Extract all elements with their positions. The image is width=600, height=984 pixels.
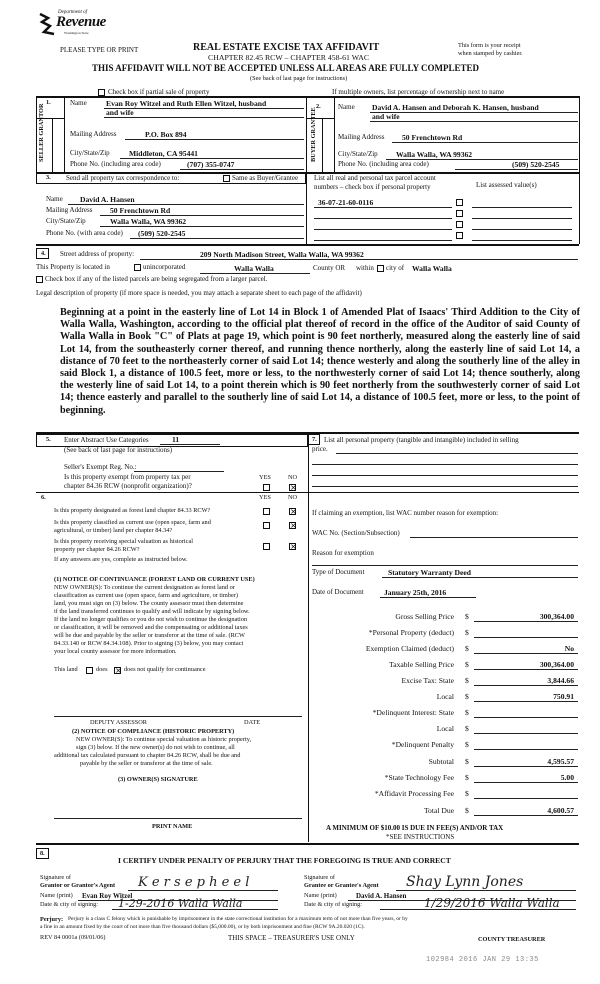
perjury-label: Perjury: (40, 916, 64, 923)
notice-2-line-4: payable by the seller or transferor at the time of sale. (80, 760, 213, 767)
current-use-no-checkbox[interactable]: × (290, 521, 297, 530)
total-due-value[interactable]: 4,600.57 (547, 806, 574, 815)
receipt-note-2: when stamped by cashier. (458, 50, 523, 57)
form-revision: REV 84 0001a (09/01/06) (40, 934, 106, 941)
notice-2-line-1: NEW OWNER(S): To continue special valuation as historic property, (76, 736, 252, 743)
parcel-number[interactable]: 36-07-21-60-0116 (318, 198, 374, 207)
notice-1-line-7: will be due and payable by the seller or transferor at the time of sale. (RCW (54, 632, 245, 639)
corr-phone-label: Phone No. (with area code) (46, 229, 123, 237)
section-4-number: 4. (41, 250, 46, 257)
delinquent-interest-state-dollar: $ (465, 708, 469, 717)
total-due-dollar: $ (465, 806, 469, 815)
revenue-logo (38, 10, 108, 40)
form-title: REAL ESTATE EXCISE TAX AFFIDAVIT (193, 42, 380, 53)
notice-1-line-2: classification as current use (open space, farm and agriculture, or timber) (54, 592, 238, 599)
delinquent-interest-local-dollar: $ (465, 724, 469, 733)
historic-no-checkbox[interactable]: × (290, 542, 297, 551)
see-back-note: (See back of last page for instructions) (250, 75, 348, 82)
delinquent-interest-state-label: *Delinquent Interest: State (372, 708, 454, 717)
see-instructions-note: *SEE INSTRUCTIONS (386, 833, 455, 841)
seller-side-label: SELLER GRANTOR (38, 103, 45, 162)
processing-fee-dollar: $ (465, 789, 469, 798)
buyer-phone-label: Phone No. (including area code) (338, 160, 429, 168)
q-exempt-2: chapter 84.36 RCW (nonprofit organization)? (64, 482, 192, 490)
seller-mailing-label: Mailing Address (70, 130, 117, 138)
section-1-number: 1. (46, 99, 51, 106)
grantor-agent-label: Grantor or Grantor's Agent (40, 882, 116, 889)
county-label: County OR (313, 264, 346, 272)
logo-dept-text: Department of (58, 10, 88, 15)
notice-continuance-title: (1) NOTICE OF CONTINUANCE (FOREST LAND OR CURRENT USE) (54, 576, 255, 583)
grantor-date-city[interactable]: 1-29-2016 Walla Walla (118, 897, 243, 910)
buyer-mailing[interactable]: 50 Frenchtown Rd (402, 133, 463, 142)
notice-1-line-9: your local county assessor for more information. (54, 648, 177, 655)
personal-property-checkbox-1[interactable] (456, 199, 463, 206)
wac-label: WAC No. (Section/Subsection) (312, 529, 400, 537)
seller-phone[interactable]: (707) 355-0747 (187, 160, 235, 169)
street-address-label: Street address of property: (60, 250, 135, 258)
accounts-label-1: List all real and personal tax parcel account (314, 174, 436, 182)
notice-1-line-3: land, you must sign on (3) below. The county assessor must then determine (54, 600, 244, 607)
historic-yes-checkbox[interactable] (263, 543, 270, 550)
delinquent-interest-local-label: Local (436, 724, 454, 733)
land-does-checkbox[interactable] (86, 667, 93, 674)
subtotal-label: Subtotal (428, 757, 454, 766)
personal-property-dollar: $ (465, 628, 469, 637)
city-of-label: city of (386, 264, 405, 272)
please-type: PLEASE TYPE OR PRINT (60, 46, 139, 54)
personal-property-deduct-label: *Personal Property (deduct) (368, 628, 454, 637)
seller-city-label: City/State/Zip (70, 149, 110, 157)
exempt-yes-checkbox[interactable] (263, 484, 270, 491)
excise-local-dollar: $ (465, 692, 469, 701)
grantee-agent-label: Grantee or Grantee's Agent (304, 882, 379, 889)
exemption-claimed-label: Exemption Claimed (deduct) (365, 644, 454, 653)
delinquent-penalty-dollar: $ (465, 740, 469, 749)
exempt-reg-label: Seller's Exempt Reg. No.: (64, 463, 137, 471)
doc-date-value[interactable]: January 25th, 2016 (384, 588, 447, 597)
seller-mailing[interactable]: P.O. Box 894 (145, 130, 187, 139)
subtotal-value[interactable]: 4,595.57 (547, 757, 574, 766)
grantee-date-city-label: Date & city of signing: (304, 901, 363, 908)
section-5-number: 5. (46, 436, 51, 443)
section-8-number: 8. (40, 850, 45, 857)
segregated-checkbox[interactable] (36, 276, 43, 283)
reason-label: Reason for exemption (312, 549, 374, 557)
q-historic-1: Is this property receiving special valuation as historical (54, 538, 194, 545)
excise-local-value[interactable]: 750.91 (553, 692, 574, 701)
form-warning: THIS AFFIDAVIT WILL NOT BE ACCEPTED UNLESS ALL AREAS ARE FULLY COMPLETED (92, 63, 480, 73)
this-land-label: This land (54, 666, 78, 673)
grantee-sig-of-label: Signature of (304, 874, 335, 881)
state-seal-icon (38, 12, 58, 36)
notice-1-line-1: NEW OWNER(S): To continue the current designation as forest land or (54, 584, 235, 591)
seller-phone-label: Phone No. (including area code) (70, 160, 161, 168)
personal-property-label-1: List all personal property (tangible and intangible) included in selling (324, 436, 519, 444)
q-exempt-1: Is this property exempt from property tax per (64, 473, 191, 481)
doc-date-label: Date of Document (312, 588, 364, 596)
exemption-claimed-value[interactable]: No (564, 644, 574, 653)
same-as-buyer-checkbox[interactable] (223, 175, 230, 182)
land-does-not-checkbox[interactable]: × (115, 666, 122, 675)
corr-phone[interactable]: (509) 520-2545 (138, 229, 186, 238)
treasurer-stamp: 102984 2016 JAN 29 13:35 (426, 956, 539, 964)
street-address[interactable]: 209 North Madison Street, Walla Walla, WA 99362 (200, 250, 364, 259)
q-forest-land: Is this property designated as forest land chapter 84.33 RCW? (54, 507, 211, 514)
unincorporated-label: unincorporated (143, 263, 186, 271)
technology-fee-value[interactable]: 5.00 (560, 773, 574, 782)
subtotal-dollar: $ (465, 757, 469, 766)
notice-2-line-3: additional tax calculated pursuant to chapter 84.26 RCW, shall be due and (54, 752, 241, 759)
buyer-city[interactable]: Walla Walla, WA 99362 (396, 150, 473, 159)
excise-state-value[interactable]: 3,844.66 (547, 676, 574, 685)
land-does-not-label: does not qualify for continuance (124, 666, 206, 673)
grantor-sig-of-label: Signature of (40, 874, 71, 881)
gross-price-dollar: $ (465, 612, 469, 621)
forest-yes-checkbox[interactable] (263, 508, 270, 515)
county-treasurer-label: COUNTY TREASURER (478, 936, 546, 943)
buyer-city-label: City/State/Zip (338, 150, 378, 158)
grantor-signature[interactable]: K e r s e p h e e l (138, 875, 250, 890)
same-as-buyer-label: Same as Buyer/Grantee (232, 174, 299, 182)
notice-1-line-8: 84.33.140 or RCW 84.34.108). Prior to signing (3) below, you may contact (54, 640, 244, 647)
notice-compliance-title: (2) NOTICE OF COMPLIANCE (HISTORIC PROPERTY) (72, 728, 235, 735)
accounts-label-2: numbers – check box if personal property (314, 183, 431, 191)
corr-city-label: City/State/Zip (46, 217, 86, 225)
q-current-use-2: agricultural, or timber) land per chapter 84.34? (54, 527, 173, 534)
section-2-number: 2. (316, 103, 321, 110)
taxable-price-label: Taxable Selling Price (389, 660, 454, 669)
seller-city[interactable]: Middleton, CA 95441 (129, 149, 198, 158)
perjury-text-1: Perjury is a class C felony which is punishable by imprisonment in the state correctional institution for a maximum term of not more than five years, or by (68, 916, 408, 922)
grantee-date-city[interactable]: 1/29/2016 Walla Walla (424, 896, 560, 910)
minimum-due-note: A MINIMUM OF $10.00 IS DUE IN FEE(S) AND/OR TAX (326, 824, 504, 832)
buyer-mailing-label: Mailing Address (338, 133, 385, 141)
grantee-signature[interactable]: Shay Lynn Jones (406, 874, 524, 890)
corr-mailing-label: Mailing Address (46, 206, 93, 214)
treasurer-use-only: THIS SPACE – TREASURER'S USE ONLY (228, 934, 355, 942)
grantee-name-print-label: Name (print) (304, 892, 337, 899)
notice-1-line-5: If the land no longer qualifies or you do not wish to continue the designation (54, 616, 248, 623)
if-yes-note: If any answers are yes, complete as instructed below. (54, 556, 188, 563)
located-in-label: This Property is located in (36, 263, 110, 271)
q-current-use-1: Is this property classified as current use (open space, farm and (54, 519, 211, 526)
excise-state-label: Excise Tax: State (401, 676, 454, 685)
city-value[interactable]: Walla Walla (412, 264, 452, 273)
gross-price-label: Gross Selling Price (395, 612, 454, 621)
total-due-label: Total Due (423, 806, 454, 815)
abstract-use-label: Enter Abstract Use Categories (64, 436, 149, 444)
personal-property-checkbox-2[interactable] (456, 210, 463, 217)
buyer-name-label: Name (338, 103, 355, 111)
notice-1-line-4: if the land transferred continues to qualify and will indicate by signing below. (54, 608, 250, 615)
unincorporated-checkbox[interactable] (134, 264, 141, 271)
receipt-note-1: This form is your receipt (458, 42, 521, 49)
land-does-label: does (96, 666, 108, 673)
partial-sale-checkbox[interactable] (98, 89, 105, 96)
gross-price-value[interactable]: 300,364.00 (539, 612, 574, 621)
seller-name-line2[interactable]: and wife (106, 108, 134, 117)
legal-description-label: Legal description of property (if more space is needed, you may attach a separate sheet to each page of the affidavit) (36, 289, 362, 297)
segregated-label: Check box if any of the listed parcels are being segregated from a larger parcel. (45, 275, 268, 283)
processing-fee-label: *Affidavit Processing Fee (374, 789, 454, 798)
owner-signature-label: (3) OWNER(S) SIGNATURE (118, 776, 198, 783)
corr-city[interactable]: Walla Walla, WA 99362 (110, 217, 187, 226)
excise-local-label: Local (436, 692, 454, 701)
section-7-number: 7. (312, 436, 317, 443)
abstract-see-note: (See back of last page for instructions) (64, 446, 173, 454)
buyer-name-line2[interactable]: and wife (372, 112, 400, 121)
logo-revenue-text: Revenue (56, 14, 106, 30)
corr-name[interactable]: David A. Hansen (80, 195, 135, 204)
technology-fee-label: *State Technology Fee (384, 773, 454, 782)
section-3-number: 3. (46, 174, 51, 181)
abstract-use-value[interactable]: 11 (172, 435, 180, 444)
certify-statement: I CERTIFY UNDER PENALTY OF PERJURY THAT THE FOREGOING IS TRUE AND CORRECT (118, 856, 451, 865)
taxable-dollar: $ (465, 660, 469, 669)
grantor-date-city-label: Date & city of signing: (40, 901, 99, 908)
q-historic-2: property per chapter 84.26 RCW? (54, 546, 140, 553)
personal-property-checkbox-3[interactable] (456, 221, 463, 228)
grantor-name-print[interactable]: Evan Roy Witzel (82, 892, 133, 900)
notice-1-line-6: or classification, it will be removed and the compensating or additional taxes (54, 624, 248, 631)
excise-state-dollar: $ (465, 676, 469, 685)
no-header-1: NO (288, 474, 298, 481)
technology-fee-dollar: $ (465, 773, 469, 782)
multiple-owners-note: If multiple owners, list percentage of ownership next to name (332, 88, 505, 96)
seller-name-label: Name (70, 99, 87, 107)
yes-header-2: YES (259, 494, 271, 501)
notice-2-line-2: sign (3) below. If the new owner(s) do not wish to continue, all (76, 744, 235, 751)
seller-name[interactable]: Evan Roy Witzel and Ruth Ellen Witzel, husband (106, 99, 267, 108)
county-value[interactable]: Walla Walla (234, 264, 274, 273)
exemption-label: If claiming an exemption, list WAC number reason for exemption: (312, 509, 499, 517)
within-city-checkbox[interactable] (377, 265, 384, 272)
corr-mailing[interactable]: 50 Frenchtown Rd (110, 206, 171, 215)
taxable-price-value[interactable]: 300,364.00 (539, 660, 574, 669)
buyer-side-label: BUYER GRANTEE (310, 107, 317, 162)
logo-state-text: Washington State (64, 31, 89, 35)
grantor-name-print-label: Name (print) (40, 892, 73, 899)
assessor-date-label: DATE (244, 719, 261, 726)
grantee-name-print[interactable]: David A. Hansen (356, 892, 407, 900)
deputy-assessor-label: DEPUTY ASSESSOR (90, 719, 147, 726)
legal-description[interactable]: Beginning at a point in the easterly line of Lot 14 in Block 1 of Amended Plat of Isaacs' Third Addition to the City of Walla Walla, Washington, according to the official plat thereof of record in the office of the Auditor of said County of Walla Walla in Book "C" of Plats at page 19, which point is 90 feet northerly, measured along the easterly line of said Lot 14, from the southeasterly corner thereof, and running thence northerly, along the easterly line of said Lot 14, a distance of 70 feet to the northeasterly corner of said Lot 14; thence westerly and along the southerly line of the alley in said Block 1, a distance of 100.5 feet, more or less, to the northwesterly corner of said Lot 14; thence southerly, along the westerly line of said Lot 14, to a point therein which is 90 feet northerly from the southwesterly corner of said Lot 14; thence easterly and parallel to the southerly line of said Lot 14, a distance of 100.5 feet, more or less, to the point of beginning. (60, 307, 580, 416)
delinquent-penalty-label: *Delinquent Penalty (391, 740, 454, 749)
within-label: within (356, 264, 374, 272)
section-6-number: 6. (41, 494, 46, 501)
no-header-2: NO (288, 494, 298, 501)
form-chapter: CHAPTER 82.45 RCW – CHAPTER 458-61 WAC (208, 53, 370, 62)
exemption-dollar: $ (465, 644, 469, 653)
personal-property-checkbox-4[interactable] (456, 232, 463, 239)
yes-header-1: YES (259, 474, 271, 481)
assessed-value-label: List assessed value(s) (476, 181, 537, 189)
personal-property-label-2: price. (312, 445, 328, 453)
current-use-yes-checkbox[interactable] (263, 522, 270, 529)
buyer-name[interactable]: David A. Hansen and Deborah K. Hansen, husband (372, 103, 539, 112)
partial-sale-label: Check box if partial sale of property (108, 88, 210, 96)
corr-name-label: Name (46, 195, 63, 203)
perjury-text-2: a fine in an amount fixed by the court of not more than five thousand dollars ($5,000.00), or by both imprisonment and fine (RCW 9A.20.020 (1C). (40, 924, 365, 930)
forest-no-checkbox[interactable]: × (290, 507, 297, 516)
doc-type-value[interactable]: Statutory Warranty Deed (388, 568, 471, 577)
buyer-phone[interactable]: (509) 520-2545 (512, 160, 560, 169)
print-name-label: PRINT NAME (152, 823, 193, 830)
doc-type-label: Type of Document (312, 568, 365, 576)
exempt-no-checkbox[interactable]: × (290, 483, 297, 492)
correspondence-label: Send all property tax correspondence to: (66, 174, 180, 182)
